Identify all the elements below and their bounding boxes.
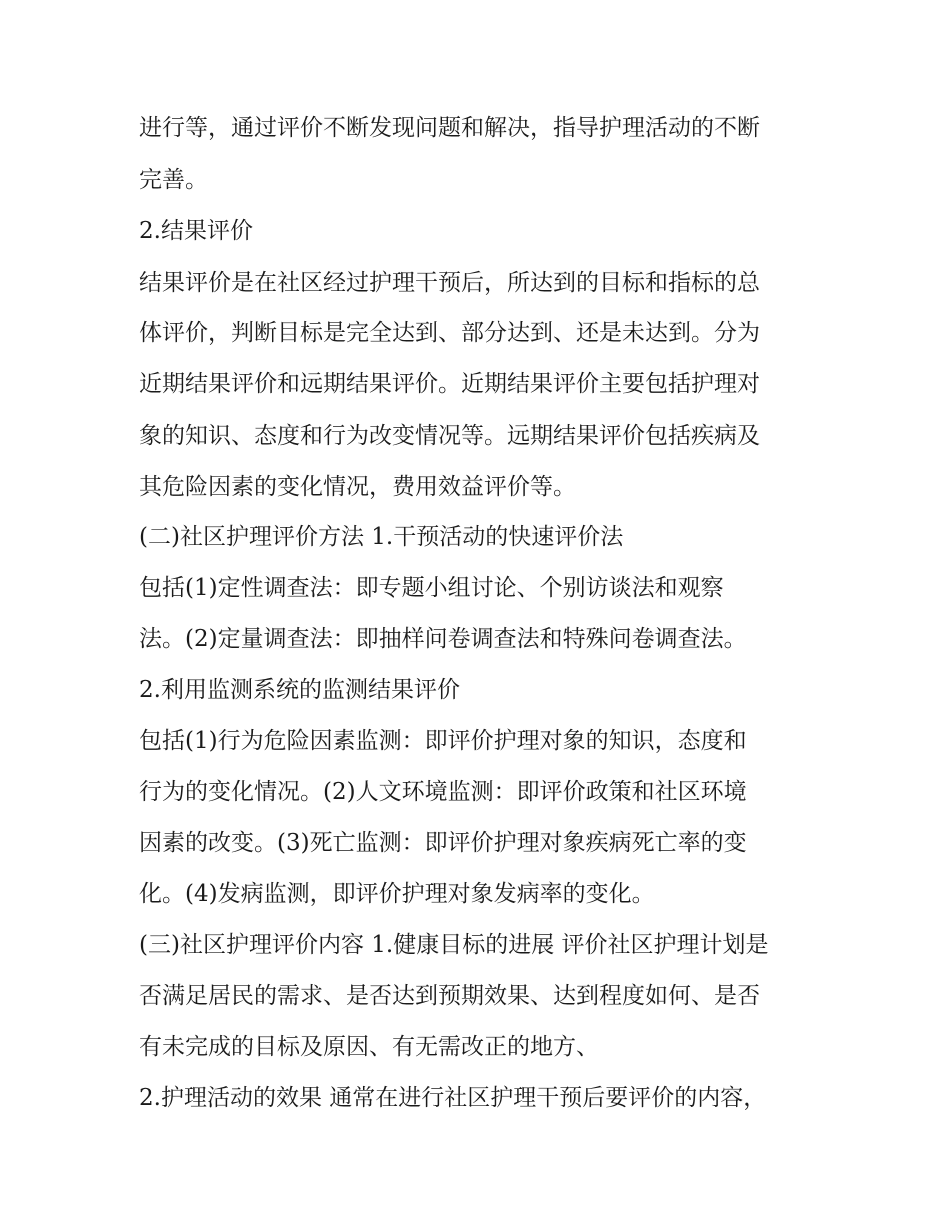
text-line-18: 否满足居民的需求、是否达到预期效果、达到程度如何、是否	[139, 983, 760, 1009]
text-line-5: 体评价，判断目标是完全达到、部分达到、还是未达到。分为	[139, 320, 760, 346]
text-line-4: 结果评价是在社区经过护理干预后，所达到的目标和指标的总	[139, 270, 760, 296]
text-line-6: 近期结果评价和远期结果评价。近期结果评价主要包括护理对	[139, 371, 760, 397]
text-line-10: 包括(1)定性调查法：即专题小组讨论、个别访谈法和观察	[139, 575, 724, 601]
text-line-14: 行为的变化情况。(2)人文环境监测：即评价政策和社区环境	[139, 779, 747, 805]
text-line-2: 完善。	[139, 167, 208, 193]
text-line-7: 象的知识、态度和行为改变情况等。远期结果评价包括疾病及	[139, 423, 760, 449]
text-line-19: 有未完成的目标及原因、有无需改正的地方、	[139, 1034, 599, 1060]
section-heading-monitoring: 2.利用监测系统的监测结果评价	[139, 677, 460, 703]
text-line-20: 2.护理活动的效果 通常在进行社区护理干预后要评价的内容，	[139, 1085, 767, 1111]
text-line-11: 法。(2)定量调查法：即抽样问卷调查法和特殊问卷调查法。	[139, 626, 747, 652]
text-line-15: 因素的改变。(3)死亡监测：即评价护理对象疾病死亡率的变	[139, 830, 747, 856]
text-line-1: 进行等，通过评价不断发现问题和解决，指导护理活动的不断	[139, 115, 760, 141]
section-heading-evaluation-content: (三)社区护理评价内容 1.健康目标的进展 评价社区护理计划是	[139, 932, 769, 958]
section-heading-evaluation-methods: (二)社区护理评价方法 1.干预活动的快速评价法	[139, 524, 624, 550]
section-heading-outcome-evaluation: 2.结果评价	[139, 218, 253, 244]
text-line-13: 包括(1)行为危险因素监测：即评价护理对象的知识，态度和	[139, 728, 747, 754]
text-line-8: 其危险因素的变化情况，费用效益评价等。	[139, 474, 576, 500]
text-line-16: 化。(4)发病监测，即评价护理对象发病率的变化。	[139, 881, 655, 907]
